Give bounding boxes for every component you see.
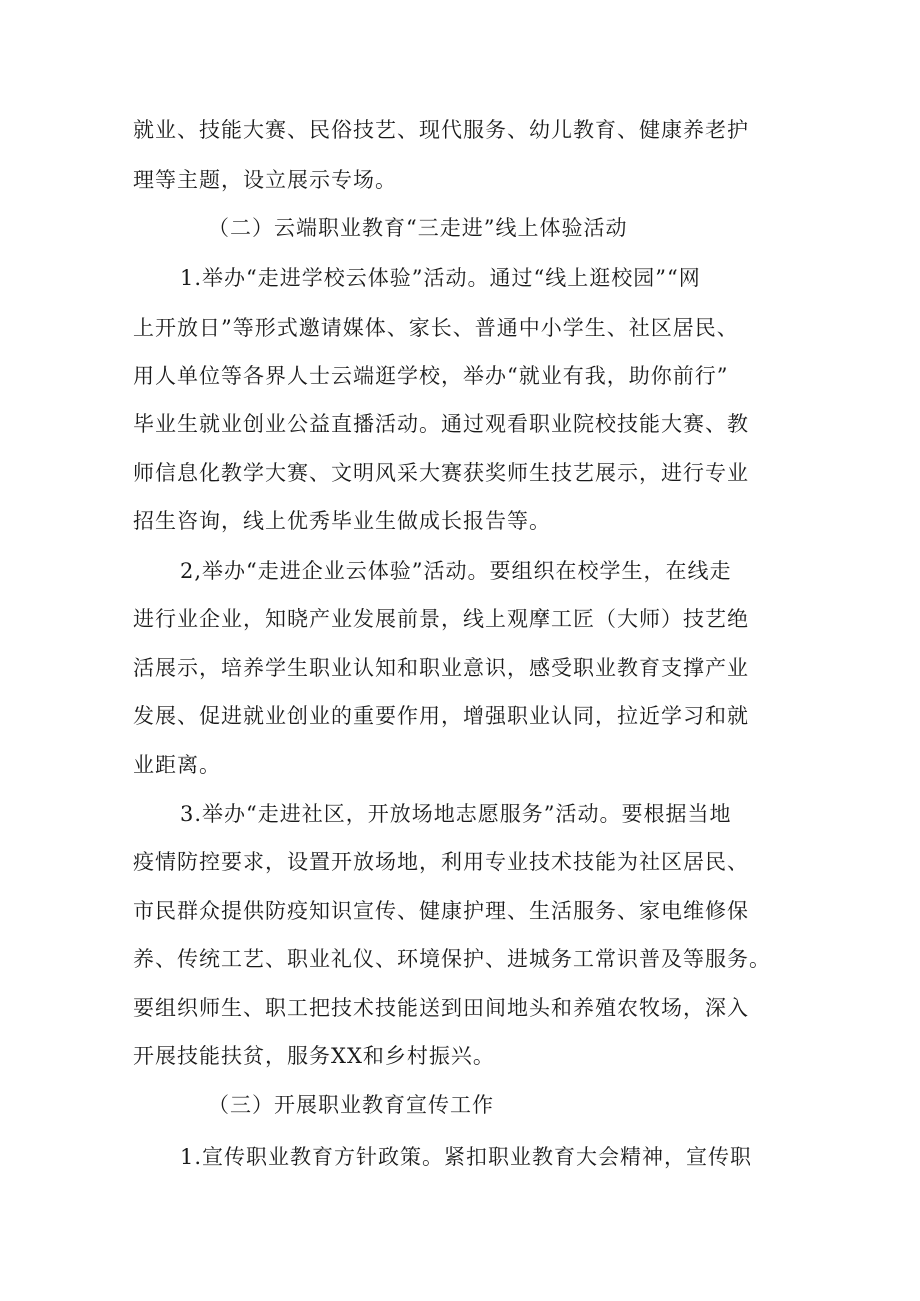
paragraph-line: 理等主题，设立展示专场。 [133, 168, 397, 192]
paragraph-line: 活展示，培养学生职业认知和职业意识，感受职业教育支撑产业 [133, 656, 749, 680]
paragraph-line: 市民群众提供防疫知识宣传、健康护理、生活服务、家电维修保 [133, 899, 749, 923]
paragraph-line: 养、传统工艺、职业礼仪、环境保护、进城务工常识普及等服务。 [133, 947, 771, 971]
paragraph-line: 1.宣传职业教育方针政策。紧扣职业教育大会精神，宣传职 [180, 1145, 753, 1169]
paragraph-line: 师信息化教学大赛、文明风采大赛获奖师生技艺展示，进行专业 [133, 461, 749, 485]
paragraph-line: 毕业生就业创业公益直播活动。通过观看职业院校技能大赛、教 [133, 412, 749, 436]
paragraph-line: 进行业企业，知晓产业发展前景，线上观摩工匠（大师）技艺绝 [133, 607, 749, 631]
section-heading: （二）云端职业教育“三走进”线上体验活动 [208, 216, 628, 240]
section-heading: （三）开展职业教育宣传工作 [208, 1093, 494, 1117]
paragraph-line: 业距离。 [133, 753, 221, 777]
paragraph-line: 发展、促进就业创业的重要作用，增强职业认同，拉近学习和就 [133, 704, 749, 728]
paragraph-line: 上开放日”等形式邀请媒体、家长、普通中小学生、社区居民、 [133, 316, 739, 340]
paragraph-line: 疫情防控要求，设置开放场地，利用专业技术技能为社区居民、 [133, 850, 749, 874]
paragraph-line: 招生咨询，线上优秀毕业生做成长报告等。 [133, 509, 551, 533]
paragraph-line: 用人单位等各界人士云端逛学校，举办“就业有我，助你前行” [133, 364, 729, 388]
paragraph-line: 开展技能扶贫，服务XX和乡村振兴。 [133, 1044, 495, 1068]
paragraph-line: 3.举办“走进社区，开放场地志愿服务”活动。要根据当地 [180, 802, 732, 826]
paragraph-line: 2,举办“走进企业云体验”活动。要组织在校学生，在线走 [180, 559, 732, 583]
paragraph-line: 1.举办“走进学校云体验”活动。通过“线上逛校园”“网 [180, 266, 701, 290]
paragraph-line: 要组织师生、职工把技术技能送到田间地头和养殖农牧场，深入 [133, 996, 749, 1020]
paragraph-line: 就业、技能大赛、民俗技艺、现代服务、幼儿教育、健康养老护 [133, 118, 749, 142]
